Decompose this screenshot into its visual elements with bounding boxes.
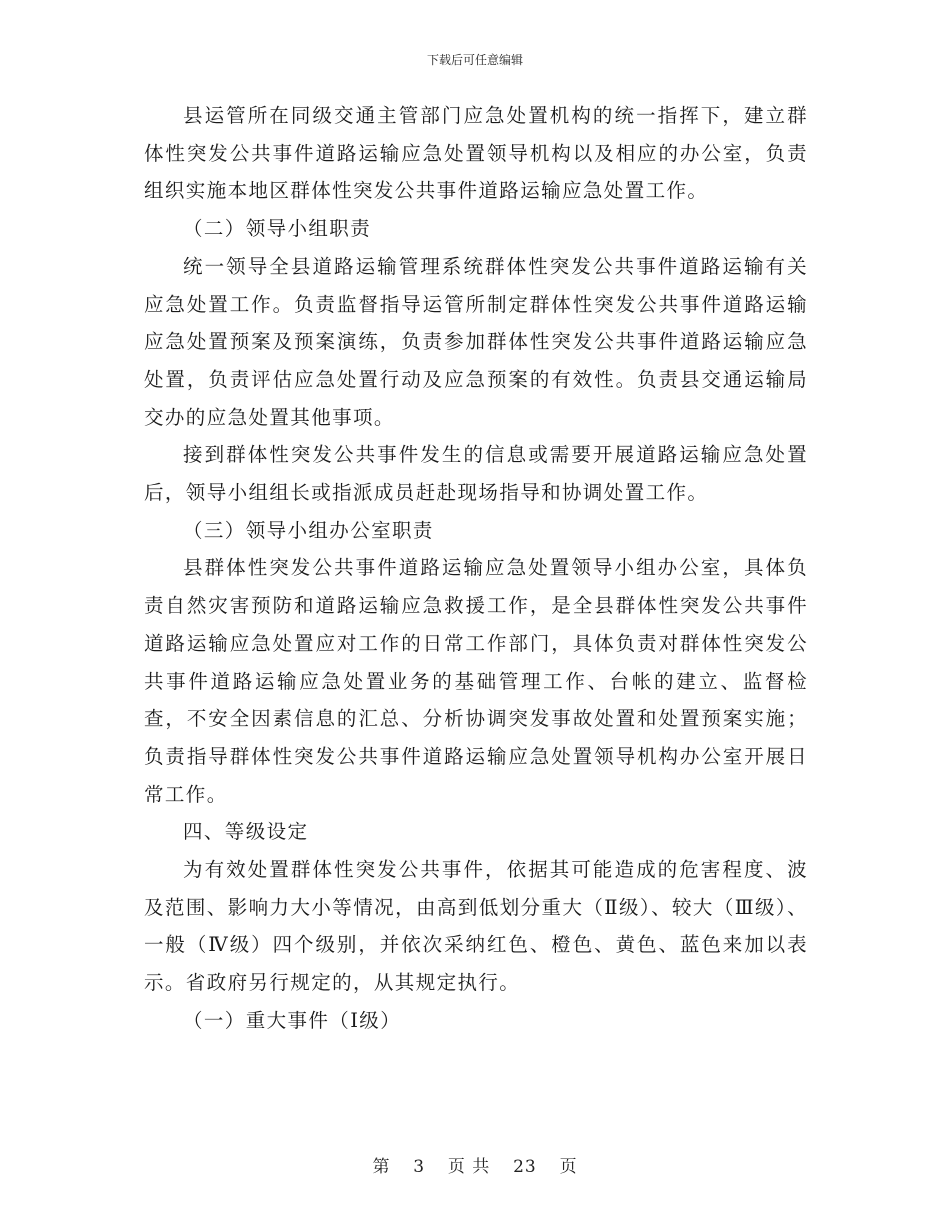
page-header: 下载后可任意编辑 — [426, 53, 523, 67]
heading-level-setting: 四、等级设定 — [183, 820, 309, 844]
document-body — [144, 97, 808, 1040]
footer-page-suffix: 页 — [559, 1157, 578, 1177]
footer-page-number: 3 — [413, 1157, 426, 1177]
footer-page-middle: 页 共 — [447, 1157, 491, 1177]
heading-leadership-group-duties: （二）领导小组职责 — [183, 217, 372, 241]
paragraph-office-responsibilities: 县群体性突发公共事件道路运输应急处置领导小组办公室，具体负责自然灾害预防和道路运输应急救援工作，是全县群体性突发公共事件道路运输应急处置应对工作的日常工作部门，具体负责对群体性突发公共事件道路运输应急处置业务的基础管理工作、台帐的建立、监督检查，不安全因素信息的汇总、分析协调突发事故处置和处置预案实施；负责指导群体性突发公共事件道路运输应急处置领导机构办公室开展日常工作。 — [144, 556, 808, 806]
heading-major-event-level: （一）重大事件（Ⅰ级） — [183, 1008, 402, 1032]
paragraph-leadership-agency: 县运管所在同级交通主管部门应急处置机构的统一指挥下，建立群体性突发公共事件道路运输应急处置领导机构以及相应的办公室，负责组织实施本地区群体性突发公共事件道路运输应急处置工作。 — [144, 104, 808, 203]
footer-total-pages: 23 — [513, 1157, 537, 1177]
heading-office-duties: （三）领导小组办公室职责 — [183, 518, 434, 542]
paragraph-level-definitions: 为有效处置群体性突发公共事件，依据其可能造成的危害程度、波及范围、影响力大小等情况，由高到低划分重大（Ⅱ级）、较大（Ⅲ级）、一般（Ⅳ级）四个级别，并依次采纳红色、橙色、黄色、蓝色来加以表示。省政府另行规定的，从其规定执行。 — [144, 858, 808, 995]
paragraph-on-site-guidance: 接到群体性突发公共事件发生的信息或需要开展道路运输应急处置后，领导小组组长或指派成员赶赴现场指导和协调处置工作。 — [144, 443, 808, 505]
page-footer — [0, 1156, 950, 1178]
paragraph-unified-leadership: 统一领导全县道路运输管理系统群体性突发公共事件道路运输有关应急处置工作。负责监督指导运管所制定群体性突发公共事件道路运输应急处置预案及预案演练，负责参加群体性突发公共事件道路运输应急处置，负责评估应急处置行动及应急预案的有效性。负责县交通运输局交办的应急处置其他事项。 — [144, 254, 808, 429]
footer-page-prefix: 第 — [372, 1157, 391, 1177]
